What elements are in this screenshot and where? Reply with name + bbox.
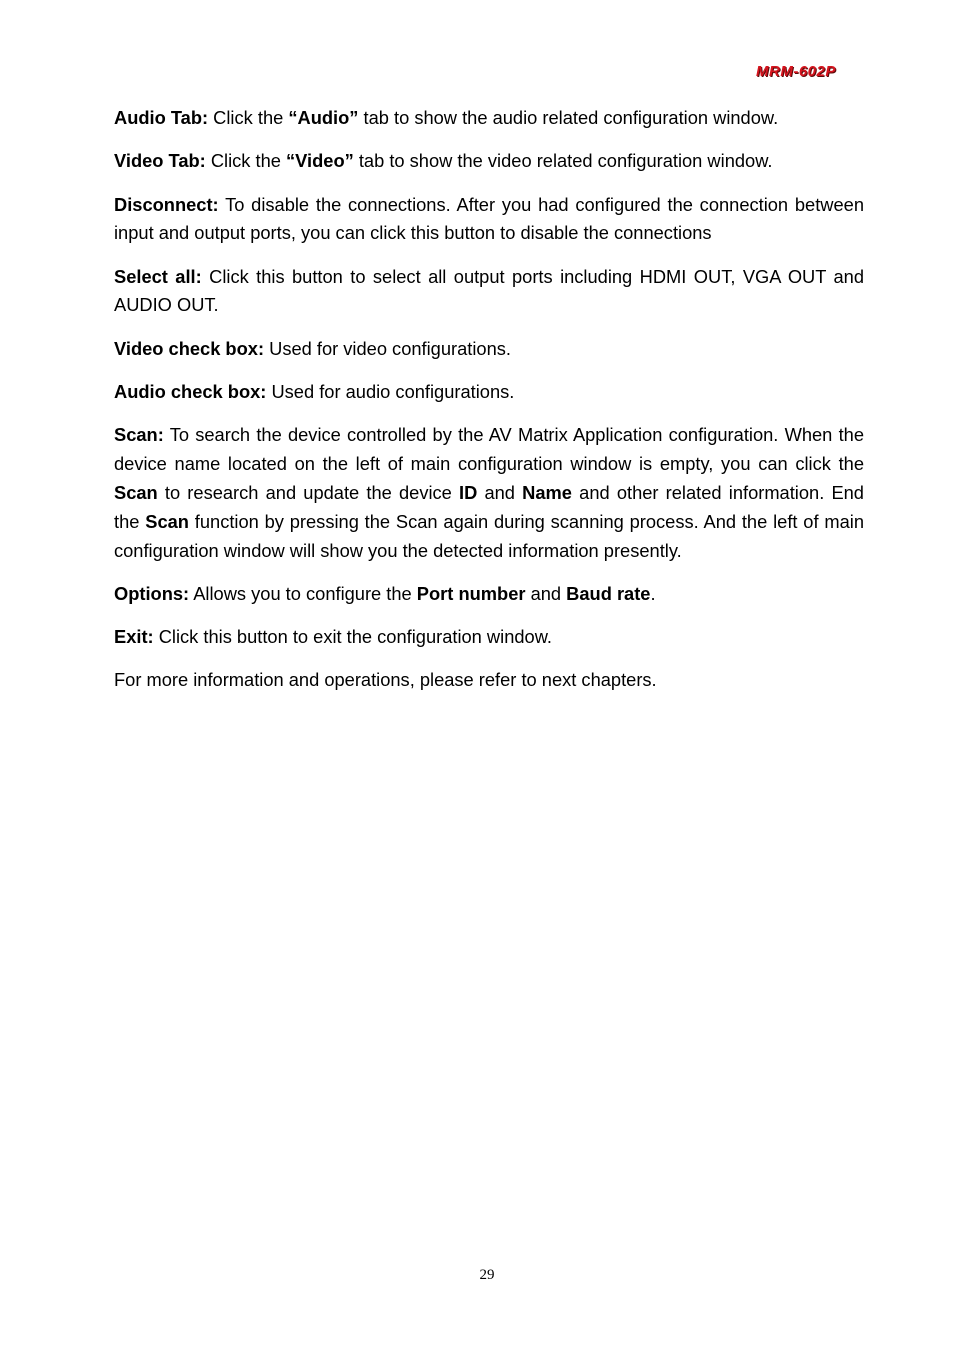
term-disconnect: Disconnect: [114,193,219,215]
bold-baud-rate: Baud rate [566,582,651,604]
paragraph-select-all [114,263,864,321]
paragraph-video-tab [114,147,864,176]
term-audio-check-box: Audio check box: [114,381,267,403]
text: tab to show the video related configuration window. [353,150,773,172]
term-scan: Scan: [114,424,164,446]
paragraph-more-info [114,666,864,695]
text: To search the device controlled by the AV Matrix Application configuration. When the device name located on the left of main configuration window is empty, you can click the [114,424,864,475]
bold-port-number: Port number [416,582,526,604]
text: Click the [208,107,289,128]
text: Used for video configurations. [264,337,511,359]
document-body [114,104,864,710]
text: Click the [205,150,287,172]
text: Click this button to exit the configuration window. [153,626,552,648]
bold-id: ID [459,481,478,503]
text: function by pressing the Scan again during scanning process. And the left of main configuration window will show you the detected information presently. [114,510,864,561]
text: For more information and operations, please refer to next chapters. [114,669,657,691]
term-select-all: Select all: [114,265,202,287]
text: Allows you to configure the [189,582,417,604]
bold-scan: Scan [114,481,158,503]
paragraph-exit [114,623,864,652]
page-number: 29 [479,1267,495,1283]
paragraph-scan [114,421,864,565]
text: . [650,582,656,604]
paragraph-audio-tab [114,104,864,133]
term-options: Options: [114,582,190,604]
bold-audio: “Audio” [288,107,359,128]
text: and other related information. End the [114,481,864,532]
paragraph-options [114,580,864,609]
bold-name: Name [522,481,572,503]
paragraph-video-check-box [114,335,864,364]
text: to research and update the device [157,481,460,503]
text: and [525,582,567,604]
paragraph-disconnect [114,191,864,249]
term-exit: Exit: [114,626,154,648]
paragraph-audio-check-box [114,378,864,407]
text: To disable the connections. After you had configured the connection between input and output ports, you can click this button to disable the connections [114,193,864,244]
bold-video: “Video” [286,150,354,172]
text: Click this button to select all output ports including HDMI OUT, VGA OUT and AUDIO OUT. [114,265,865,316]
term-video-tab: Video Tab: [114,150,206,172]
text: and [477,481,523,503]
bold-scan: Scan [145,510,189,532]
text: Used for audio configurations. [266,381,515,403]
text: tab to show the audio related configuration window. [358,107,779,128]
product-logo: MRM-602P [756,63,836,80]
term-audio-tab: Audio Tab: [114,107,209,128]
term-video-check-box: Video check box: [114,337,265,359]
